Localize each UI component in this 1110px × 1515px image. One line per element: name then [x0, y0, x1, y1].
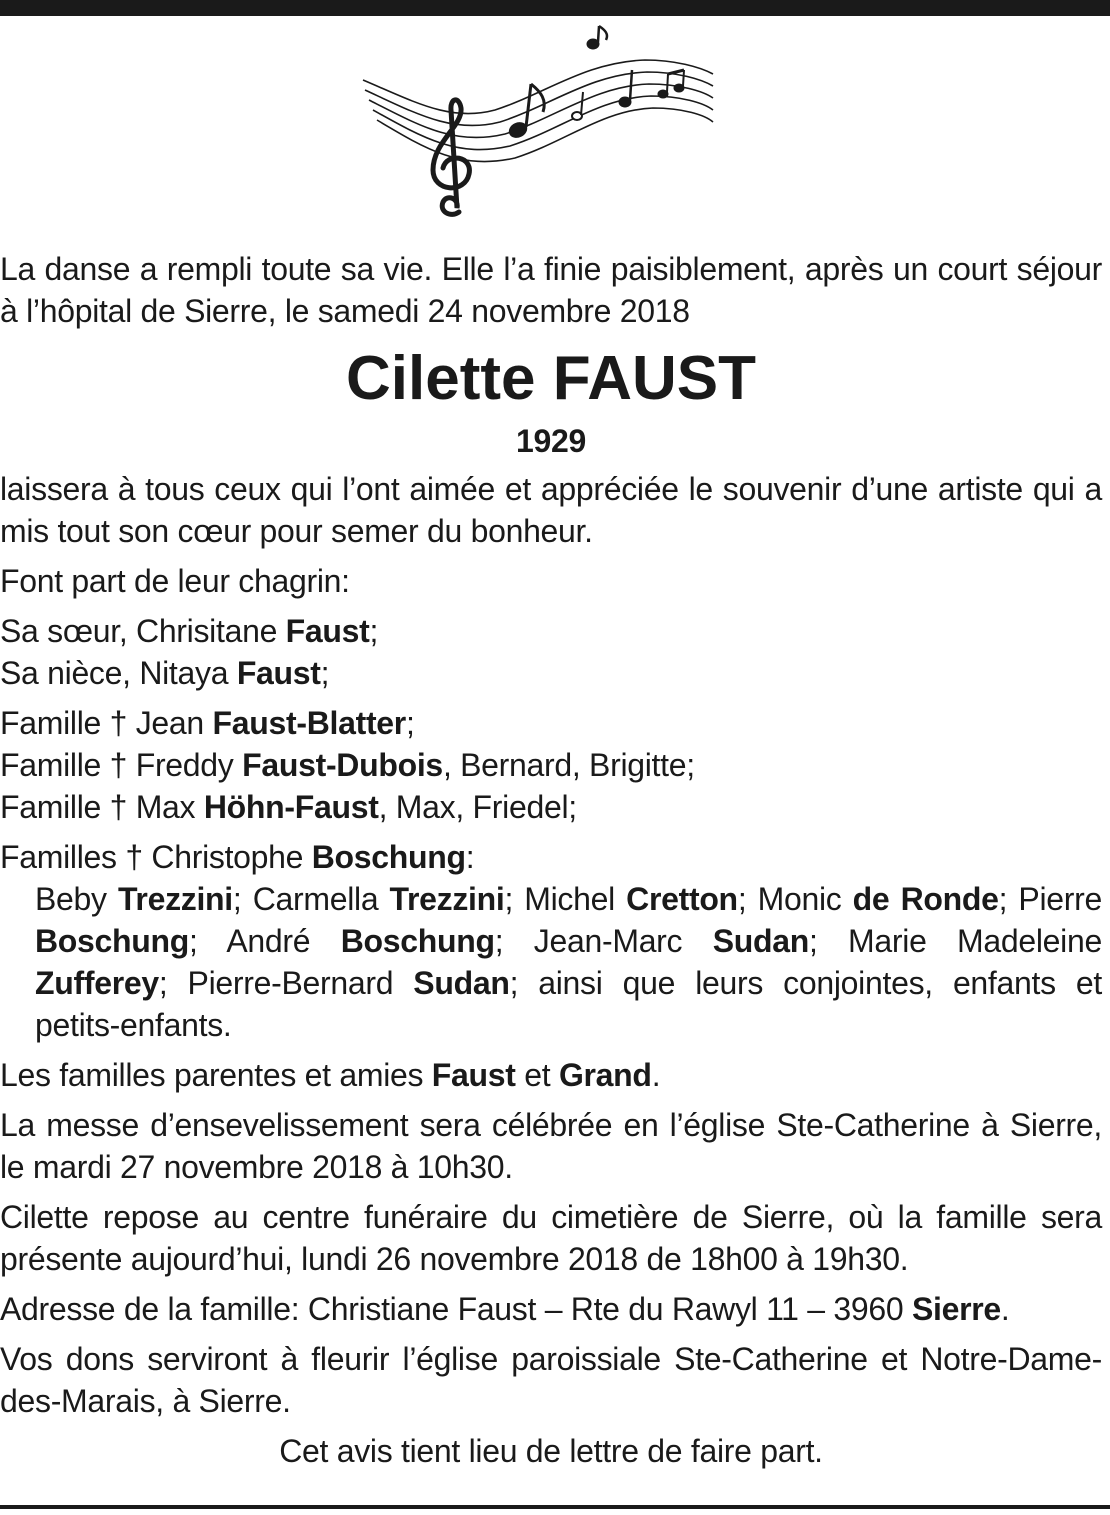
deceased-name: Cilette FAUST	[346, 344, 756, 413]
family-address: Adresse de la famille: Christiane Faust – Rte du Rawyl 11 – 3960 Sierre.	[0, 1291, 1010, 1327]
family-freddy: Famille † Freddy Faust-Dubois, Bernard, Brigitte;	[0, 747, 695, 783]
family-max: Famille † Max Höhn-Faust, Max, Friedel;	[0, 789, 577, 825]
intro-paragraph: La danse a rempli toute sa vie. Elle l’a finie paisiblement, après un court séjour à l’hôpital de Sierre, le samedi 24 novembre 2018	[0, 251, 1102, 329]
boschung-descendants: Beby Trezzini; Carmella Trezzini; Michel Cretton; Monic de Ronde; Pierre Boschung; André Boschung; Jean-Marc Sudan; Marie Madeleine Zufferey; Pierre-Bernard Sudan; ainsi que leurs conjointes, enfants et petits-enfants.	[35, 881, 1102, 1043]
donations-paragraph: Vos dons serviront à fleurir l’église paroissiale Ste-Catherine et Notre-Dame-des-Marais, à Sierre.	[0, 1341, 1102, 1419]
mass-paragraph: La messe d’ensevelissement sera célébrée en l’église Ste-Catherine à Sierre, le mardi 27 novembre 2018 à 10h30.	[0, 1107, 1102, 1185]
closing-line: Cet avis tient lieu de lettre de faire part.	[279, 1433, 823, 1469]
family-jean: Famille † Jean Faust-Blatter;	[0, 705, 415, 741]
music-staff-illustration	[355, 22, 725, 237]
family-christophe: Familles † Christophe Boschung:	[0, 839, 475, 875]
bottom-border-rule	[0, 1505, 1110, 1509]
viewing-paragraph: Cilette repose au centre funéraire du cimetière de Sierre, où la famille sera présente aujourd’hui, lundi 26 novembre 2018 de 18h00 à 19h30.	[0, 1199, 1102, 1277]
staff-lines	[363, 60, 713, 162]
treble-clef-icon	[433, 100, 469, 214]
top-border-rule	[0, 0, 1110, 16]
obituary-text	[0, 248, 1102, 1480]
family-sister: Sa sœur, Chrisitane Faust;	[0, 613, 379, 649]
family-niece: Sa nièce, Nitaya Faust;	[0, 655, 330, 691]
birth-year: 1929	[516, 423, 586, 459]
related-families: Les familles parentes et amies Faust et Grand.	[0, 1057, 661, 1093]
announce-line: Font part de leur chagrin:	[0, 563, 350, 599]
tribute-paragraph: laissera à tous ceux qui l’ont aimée et appréciée le souvenir d’une artiste qui a mis tout son cœur pour semer du bonheur.	[0, 471, 1102, 549]
